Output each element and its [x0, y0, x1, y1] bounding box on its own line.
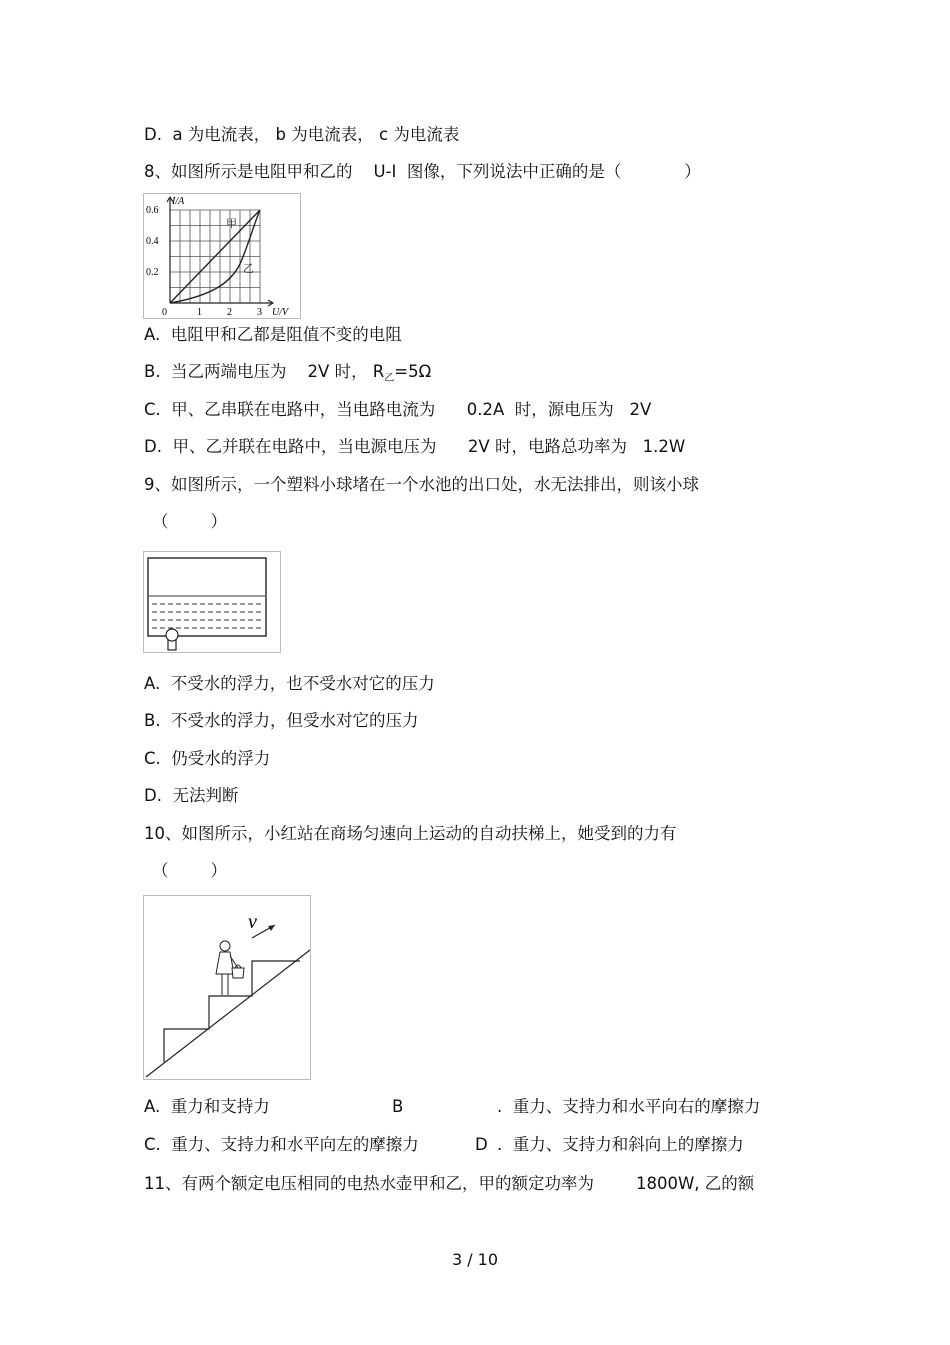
q9-option-c: C. 仍受水的浮力	[144, 749, 271, 768]
q9-answer-paren: （ ）	[152, 512, 227, 531]
q10-option-d-text: . 重力、支持力和斜向上的摩擦力	[497, 1135, 744, 1154]
q10-option-b-letter: B	[392, 1097, 404, 1116]
q8-option-b-value: =5Ω	[394, 362, 432, 381]
q11-stem: 11、有两个额定电压相同的电热水壶甲和乙，甲的额定功率为 1800W, 乙的额	[144, 1174, 755, 1193]
curve-label-yi: 乙	[243, 262, 254, 275]
x-axis-label: U/V	[272, 307, 289, 318]
q8-option-b	[144, 361, 431, 386]
q10-option-b-text: . 重力、支持力和水平向右的摩擦力	[497, 1097, 761, 1116]
q7-option-d: D. a 为电流表， b 为电流表， c 为电流表	[144, 125, 460, 144]
plastic-ball	[166, 629, 178, 641]
q8-option-b-subscript: 乙	[384, 373, 395, 384]
page-number: 3 / 10	[451, 1250, 499, 1269]
q9-option-d: D. 无法判断	[144, 786, 239, 805]
ui-graph-svg	[144, 194, 300, 318]
q10-escalator-figure	[143, 895, 311, 1080]
y-axis-label: I/A	[172, 196, 185, 207]
x-tick-2: 2	[227, 307, 232, 318]
q9-option-b: B. 不受水的浮力，但受水对它的压力	[144, 711, 419, 730]
q8-stem: 8、如图所示是电阻甲和乙的 U-I 图像，下列说法中正确的是（ ）	[144, 162, 701, 181]
curve-label-jia: 甲	[226, 217, 237, 230]
y-tick-0.2: 0.2	[146, 267, 159, 278]
q10-option-d-letter: D	[475, 1135, 488, 1154]
q10-option-a: A. 重力和支持力	[144, 1097, 270, 1116]
q10-answer-paren: （ ）	[152, 861, 227, 880]
x-tick-0: 0	[162, 307, 167, 318]
q9-pool-figure	[143, 551, 281, 653]
velocity-label: v	[248, 911, 257, 933]
q8-option-a: A. 电阻甲和乙都是阻值不变的电阻	[144, 325, 402, 344]
q8-option-c: C. 甲、乙串联在电路中，当电路电流为 0.2A 时，源电压为 2V	[144, 400, 652, 419]
water-lines	[149, 596, 265, 628]
x-tick-3: 3	[257, 307, 262, 318]
q10-stem: 10、如图所示，小红站在商场匀速向上运动的自动扶梯上，她受到的力有	[144, 824, 677, 843]
x-tick-1: 1	[197, 307, 202, 318]
y-tick-0.6: 0.6	[146, 205, 159, 216]
q9-option-a: A. 不受水的浮力，也不受水对它的压力	[144, 674, 435, 693]
q9-stem: 9、如图所示，一个塑料小球堵在一个水池的出口处，水无法排出，则该小球	[144, 475, 699, 494]
girl-figure	[216, 941, 244, 995]
q8-option-d: D. 甲、乙并联在电路中，当电源电压为 2V 时，电路总功率为 1.2W	[144, 437, 686, 456]
pool-svg	[144, 552, 280, 652]
q8-option-b-text: B. 当乙两端电压为 2V 时， R	[144, 362, 385, 381]
y-tick-0.4: 0.4	[146, 236, 159, 247]
pool-outline	[148, 558, 266, 636]
escalator-svg	[144, 896, 310, 1079]
q8-ui-graph	[143, 193, 301, 319]
q10-option-c: C. 重力、支持力和水平向左的摩擦力	[144, 1135, 419, 1154]
